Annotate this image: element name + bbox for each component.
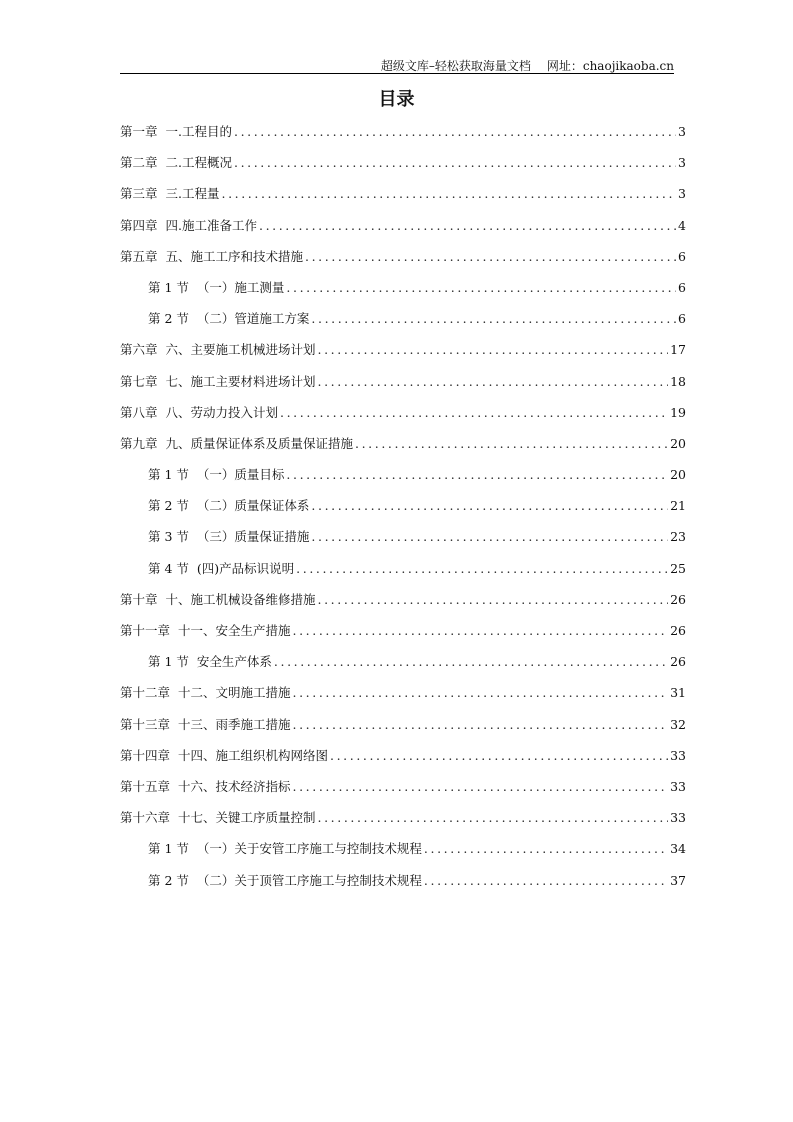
- toc-entry-number: 第六章: [120, 342, 158, 358]
- toc-entry-title: 十三、雨季施工措施: [178, 716, 291, 732]
- toc-entry-page: 18: [670, 373, 686, 389]
- toc-leader-dots: [259, 218, 676, 233]
- toc-entry-title: 十六、技术经济指标: [178, 778, 291, 794]
- toc-entry-number: 第十三章: [120, 716, 171, 732]
- toc-entry-title: （二）管道施工方案: [196, 311, 310, 327]
- toc-entry-label: [148, 465, 284, 483]
- toc-entry-label: [148, 527, 309, 545]
- toc-entry-label: [120, 247, 303, 265]
- toc-entry-label: [148, 839, 422, 857]
- header-site-name: 超级文库–轻松获取海量文档: [380, 59, 531, 73]
- toc-entry-title: 一.工程目的: [165, 124, 232, 139]
- toc-leader-dots: [222, 186, 677, 201]
- toc-chapter-entry[interactable]: [120, 683, 686, 714]
- toc-section-entry[interactable]: [120, 652, 686, 683]
- toc-entry-title: （二）关于顶管工序施工与控制技术规程: [196, 872, 422, 888]
- toc-entry-title: (四)产品标识说明: [196, 560, 295, 576]
- toc-entry-number: 第二章: [120, 155, 158, 171]
- toc-entry-number: 第十章: [120, 591, 158, 607]
- page-title: 目录: [378, 89, 415, 110]
- toc-entry-title: 四.施工准备工作: [165, 217, 257, 233]
- toc-entry-number: 第十一章: [120, 623, 171, 638]
- header-url[interactable]: 网址：chaojikaoba.cn: [546, 59, 674, 73]
- toc-chapter-entry[interactable]: [120, 715, 686, 746]
- toc-entry-page: 20: [670, 435, 686, 451]
- toc-entry-label: [148, 278, 284, 296]
- toc-entry-page: 20: [670, 467, 686, 483]
- toc-entry-number: 第 2 节: [148, 311, 189, 327]
- toc-chapter-entry[interactable]: [120, 777, 686, 808]
- toc-leader-dots: [424, 873, 668, 888]
- toc-entry-number: 第 3 节: [148, 529, 189, 545]
- toc-entry-number: 第四章: [120, 217, 158, 233]
- toc-section-entry[interactable]: [120, 839, 686, 870]
- toc-entry-number: 第八章: [120, 404, 158, 420]
- toc-entry-label: [148, 496, 309, 514]
- toc-leader-dots: [311, 529, 668, 544]
- toc-chapter-entry[interactable]: [120, 590, 686, 621]
- toc-entry-title: 十一、安全生产措施: [178, 623, 291, 638]
- toc-leader-dots: [330, 748, 668, 763]
- toc-chapter-entry[interactable]: [120, 216, 686, 247]
- toc-entry-page: 31: [670, 685, 686, 701]
- toc-leader-dots: [293, 623, 669, 638]
- toc-entry-title: （二）质量保证体系: [196, 498, 310, 514]
- toc-chapter-entry[interactable]: [120, 184, 686, 215]
- toc-entry-title: （一）关于安管工序施工与控制技术规程: [196, 841, 422, 857]
- toc-entry-page: 26: [670, 654, 686, 670]
- toc-entry-title: 十四、施工组织机构网络图: [178, 747, 329, 763]
- toc-entry-title: 十、施工机械设备维修措施: [165, 591, 316, 607]
- toc-chapter-entry[interactable]: [120, 746, 686, 777]
- toc-entry-label: [148, 559, 294, 577]
- toc-section-entry[interactable]: [120, 559, 686, 590]
- toc-entry-title: 八、劳动力投入计划: [165, 404, 279, 420]
- toc-entry-label: [148, 309, 309, 327]
- toc-entry-label: [120, 122, 232, 140]
- toc-entry-title: （一）质量目标: [196, 467, 285, 483]
- toc-leader-dots: [293, 779, 669, 794]
- toc-entry-title: 二.工程概况: [165, 155, 232, 171]
- toc-section-entry[interactable]: [120, 278, 686, 309]
- toc-leader-dots: [293, 685, 669, 700]
- toc-entry-title: 十二、文明施工措施: [178, 685, 291, 701]
- toc-leader-dots: [286, 280, 676, 295]
- toc-section-entry[interactable]: [120, 309, 686, 340]
- toc-leader-dots: [311, 311, 676, 326]
- toc-entry-label: [148, 652, 272, 670]
- toc-entry-label: [120, 808, 316, 826]
- toc-entry-page: 17: [670, 342, 686, 358]
- toc-entry-title: 九、质量保证体系及质量保证措施: [165, 435, 354, 451]
- toc-entry-number: 第九章: [120, 435, 158, 451]
- toc-entry-number: 第三章: [120, 186, 158, 202]
- toc-entry-label: [120, 715, 291, 733]
- toc-entry-number: 第十五章: [120, 778, 171, 794]
- toc-entry-label: [148, 871, 422, 889]
- toc-entry-number: 第五章: [120, 248, 158, 264]
- toc-entry-label: [120, 777, 291, 795]
- toc-entry-label: [120, 153, 232, 171]
- toc-section-entry[interactable]: [120, 527, 686, 558]
- header-divider: [120, 73, 674, 74]
- toc-section-entry[interactable]: [120, 496, 686, 527]
- toc-entry-page: 37: [670, 872, 686, 888]
- toc-chapter-entry[interactable]: [120, 403, 686, 434]
- toc-chapter-entry[interactable]: [120, 153, 686, 184]
- toc-entry-page: 23: [670, 529, 686, 545]
- toc-chapter-entry[interactable]: [120, 122, 686, 153]
- toc-entry-page: 3: [678, 155, 686, 171]
- toc-leader-dots: [274, 654, 668, 669]
- toc-entry-number: 第 1 节: [148, 841, 189, 857]
- toc-section-entry[interactable]: [120, 871, 686, 902]
- toc-entry-number: 第 2 节: [148, 872, 189, 888]
- toc-entry-label: [120, 683, 291, 701]
- toc-entry-page: 33: [670, 747, 686, 763]
- toc-entry-number: 第十四章: [120, 747, 171, 763]
- toc-entry-label: [120, 184, 220, 202]
- toc-leader-dots: [234, 124, 676, 139]
- toc-entry-number: 第 1 节: [148, 467, 189, 483]
- toc-entry-page: 3: [678, 124, 686, 139]
- table-of-contents: [120, 122, 686, 902]
- toc-leader-dots: [318, 374, 669, 389]
- toc-entry-page: 19: [670, 404, 686, 420]
- toc-entry-page: 3: [678, 186, 686, 202]
- toc-chapter-entry[interactable]: [120, 247, 686, 278]
- toc-entry-page: 26: [670, 623, 686, 638]
- toc-leader-dots: [305, 249, 676, 264]
- toc-entry-label: [120, 434, 353, 452]
- toc-entry-page: 6: [678, 311, 686, 327]
- toc-entry-number: 第十二章: [120, 685, 171, 701]
- toc-entry-label: [120, 403, 278, 421]
- toc-entry-title: （一）施工测量: [196, 279, 285, 295]
- toc-leader-dots: [318, 342, 669, 357]
- toc-entry-number: 第十六章: [120, 810, 171, 826]
- toc-leader-dots: [280, 405, 668, 420]
- toc-entry-page: 6: [678, 248, 686, 264]
- toc-chapter-entry[interactable]: [120, 372, 686, 403]
- toc-chapter-entry[interactable]: [120, 621, 686, 652]
- toc-entry-title: 五、施工工序和技术措施: [165, 248, 304, 264]
- toc-entry-label: [120, 372, 316, 390]
- toc-entry-number: 第一章: [120, 124, 158, 139]
- page-header: [120, 57, 674, 74]
- toc-section-entry[interactable]: [120, 465, 686, 496]
- toc-entry-page: 34: [670, 841, 686, 857]
- toc-entry-page: 21: [670, 498, 686, 514]
- toc-leader-dots: [234, 155, 676, 170]
- toc-leader-dots: [311, 498, 668, 513]
- toc-entry-title: （三）质量保证措施: [196, 529, 310, 545]
- toc-entry-page: 25: [670, 560, 686, 576]
- toc-leader-dots: [355, 436, 668, 451]
- toc-entry-title: 六、主要施工机械进场计划: [165, 342, 316, 358]
- toc-entry-title: 三.工程量: [165, 186, 220, 202]
- toc-leader-dots: [318, 592, 669, 607]
- toc-leader-dots: [296, 561, 668, 576]
- toc-entry-page: 33: [670, 778, 686, 794]
- toc-leader-dots: [424, 841, 668, 856]
- toc-entry-title: 七、施工主要材料进场计划: [165, 373, 316, 389]
- toc-entry-label: [120, 216, 257, 234]
- toc-entry-number: 第 4 节: [148, 560, 189, 576]
- toc-entry-page: 26: [670, 591, 686, 607]
- toc-chapter-entry[interactable]: [120, 340, 686, 371]
- toc-entry-label: [120, 746, 328, 764]
- toc-entry-label: [120, 590, 316, 608]
- toc-leader-dots: [286, 467, 668, 482]
- toc-entry-number: 第 2 节: [148, 498, 189, 514]
- toc-entry-number: 第 1 节: [148, 654, 189, 670]
- toc-entry-label: [120, 340, 316, 358]
- toc-entry-page: 6: [678, 279, 686, 295]
- toc-leader-dots: [293, 717, 669, 732]
- toc-leader-dots: [318, 810, 669, 825]
- toc-entry-title: 十七、关键工序质量控制: [178, 810, 316, 826]
- toc-chapter-entry[interactable]: [120, 434, 686, 465]
- toc-entry-page: 32: [670, 716, 686, 732]
- toc-entry-number: 第七章: [120, 373, 158, 389]
- toc-entry-page: 33: [670, 810, 686, 826]
- toc-chapter-entry[interactable]: [120, 808, 686, 839]
- toc-entry-page: 4: [678, 217, 686, 233]
- toc-entry-number: 第 1 节: [148, 279, 189, 295]
- toc-entry-label: [120, 621, 291, 639]
- toc-entry-title: 安全生产体系: [196, 654, 272, 670]
